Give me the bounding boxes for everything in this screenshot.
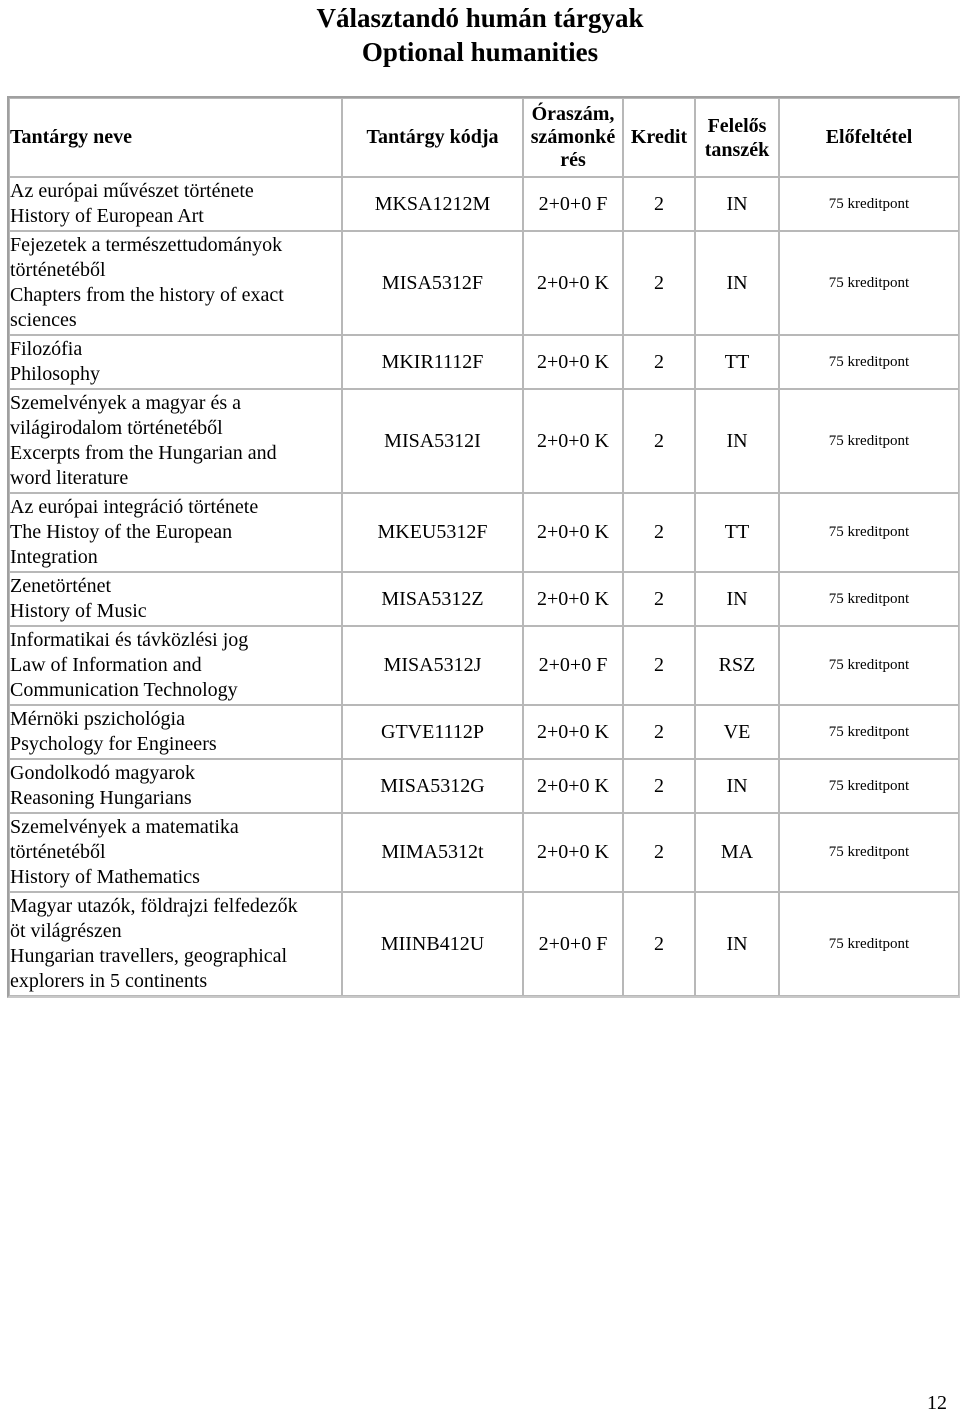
department-cell: TT <box>695 335 779 389</box>
prerequisite-cell: 75 kreditpont <box>779 177 959 231</box>
course-name-line: Szemelvények a matematika <box>10 816 239 838</box>
department-cell: RSZ <box>695 626 779 705</box>
course-code-cell: MKIR1112F <box>342 335 523 389</box>
prerequisite-cell: 75 kreditpont <box>779 759 959 813</box>
table-row <box>9 626 959 705</box>
header-course-name: Tantárgy neve <box>9 98 342 177</box>
page-title-hungarian: Választandó humán tárgyak <box>316 3 644 33</box>
course-name-line: Excerpts from the Hungarian and <box>10 442 277 464</box>
table-row <box>9 335 959 389</box>
department-cell: IN <box>695 892 779 996</box>
course-code-cell: MISA5312I <box>342 389 523 493</box>
table-header-row <box>9 98 959 177</box>
department-cell: IN <box>695 572 779 626</box>
course-name-line: Psychology for Engineers <box>10 733 217 755</box>
department-cell: TT <box>695 493 779 572</box>
course-name-line: Az európai integráció története <box>10 496 259 518</box>
course-code-cell: MISA5312F <box>342 231 523 335</box>
course-name-line: Informatikai és távközlési jog <box>10 629 249 651</box>
department-cell: MA <box>695 813 779 892</box>
prerequisite-cell: 75 kreditpont <box>779 335 959 389</box>
course-name-line: Law of Information and <box>10 654 202 676</box>
header-hours-line: rés <box>560 149 586 171</box>
hours-assessment-cell: 2+0+0 K <box>523 572 623 626</box>
course-name-line: Hungarian travellers, geographical <box>10 945 288 967</box>
page-title-english: Optional humanities <box>361 37 599 67</box>
course-name-cell <box>9 177 342 231</box>
course-code-cell: MKEU5312F <box>342 493 523 572</box>
prerequisite-cell: 75 kreditpont <box>779 572 959 626</box>
header-course-code: Tantárgy kódja <box>342 98 523 177</box>
header-dept-line: tanszék <box>704 138 770 161</box>
prerequisite-cell: 75 kreditpont <box>779 626 959 705</box>
department-cell: IN <box>695 389 779 493</box>
prerequisite-cell: 75 kreditpont <box>779 813 959 892</box>
course-name-line: The Histoy of the European <box>10 521 233 543</box>
header-prerequisite: Előfeltétel <box>779 98 959 177</box>
course-name-cell <box>9 813 342 892</box>
credit-cell: 2 <box>623 572 695 626</box>
header-hours-line: Óraszám, <box>531 103 615 125</box>
hours-assessment-cell: 2+0+0 K <box>523 705 623 759</box>
course-name-cell <box>9 759 342 813</box>
hours-assessment-cell: 2+0+0 F <box>523 177 623 231</box>
course-name-line: Szemelvények a magyar és a <box>10 392 242 414</box>
hours-assessment-cell: 2+0+0 F <box>523 626 623 705</box>
course-name-cell <box>9 389 342 493</box>
table-row <box>9 177 959 231</box>
course-name-line: Mérnöki pszichológia <box>10 708 185 730</box>
course-name-line: Magyar utazók, földrajzi felfedezők <box>10 895 298 917</box>
hours-assessment-cell: 2+0+0 K <box>523 813 623 892</box>
course-name-line: történetéből <box>10 259 106 281</box>
credit-cell: 2 <box>623 389 695 493</box>
department-cell: IN <box>695 759 779 813</box>
course-code-cell: MIINB412U <box>342 892 523 996</box>
course-code-cell: MISA5312Z <box>342 572 523 626</box>
course-code-cell: MISA5312J <box>342 626 523 705</box>
hours-assessment-cell: 2+0+0 K <box>523 493 623 572</box>
course-name-line: Az európai művészet története <box>10 180 254 202</box>
course-code-cell: MIMA5312t <box>342 813 523 892</box>
course-name-line: word literature <box>10 467 129 489</box>
hours-assessment-cell: 2+0+0 K <box>523 231 623 335</box>
table-row <box>9 572 959 626</box>
prerequisite-cell: 75 kreditpont <box>779 705 959 759</box>
course-code-cell: MISA5312G <box>342 759 523 813</box>
hours-assessment-cell: 2+0+0 K <box>523 335 623 389</box>
header-responsible-department <box>695 98 779 177</box>
course-name-line: History of Mathematics <box>10 866 200 888</box>
course-name-line: öt világrészen <box>10 920 122 942</box>
course-name-line: Philosophy <box>10 363 101 385</box>
table-row <box>9 493 959 572</box>
hours-assessment-cell: 2+0+0 K <box>523 389 623 493</box>
header-hours-assessment <box>523 98 623 177</box>
header-credit: Kredit <box>623 98 695 177</box>
table-row <box>9 892 959 996</box>
table-row <box>9 231 959 335</box>
credit-cell: 2 <box>623 626 695 705</box>
credit-cell: 2 <box>623 335 695 389</box>
table-row <box>9 813 959 892</box>
department-cell: IN <box>695 177 779 231</box>
department-cell: VE <box>695 705 779 759</box>
course-name-cell <box>9 335 342 389</box>
course-name-line: Gondolkodó magyarok <box>10 762 195 784</box>
course-name-cell <box>9 493 342 572</box>
hours-assessment-cell: 2+0+0 F <box>523 892 623 996</box>
credit-cell: 2 <box>623 892 695 996</box>
course-name-cell <box>9 705 342 759</box>
department-cell: IN <box>695 231 779 335</box>
course-name-cell <box>9 626 342 705</box>
credit-cell: 2 <box>623 813 695 892</box>
course-name-line: Filozófia <box>10 338 83 360</box>
course-name-line: Chapters from the history of exact <box>10 284 284 306</box>
course-code-cell: MKSA1212M <box>342 177 523 231</box>
page-number: 12 <box>927 1392 947 1414</box>
course-name-cell <box>9 231 342 335</box>
credit-cell: 2 <box>623 705 695 759</box>
hours-assessment-cell: 2+0+0 K <box>523 759 623 813</box>
course-name-line: Communication Technology <box>10 679 238 701</box>
course-name-line: Fejezetek a természettudományok <box>10 234 283 256</box>
header-dept-line: Felelős <box>707 114 767 137</box>
course-name-line: explorers in 5 continents <box>10 970 208 992</box>
prerequisite-cell: 75 kreditpont <box>779 493 959 572</box>
credit-cell: 2 <box>623 231 695 335</box>
course-name-cell <box>9 572 342 626</box>
credit-cell: 2 <box>623 177 695 231</box>
prerequisite-cell: 75 kreditpont <box>779 892 959 996</box>
prerequisite-cell: 75 kreditpont <box>779 231 959 335</box>
credit-cell: 2 <box>623 759 695 813</box>
table-row <box>9 389 959 493</box>
course-name-line: History of Music <box>10 600 147 622</box>
course-name-line: History of European Art <box>10 205 204 227</box>
course-name-line: sciences <box>10 309 77 331</box>
course-table <box>7 96 960 998</box>
course-name-line: Reasoning Hungarians <box>10 787 192 809</box>
course-name-cell <box>9 892 342 996</box>
credit-cell: 2 <box>623 493 695 572</box>
table-row <box>9 705 959 759</box>
course-name-line: világirodalom történetéből <box>10 417 223 439</box>
header-hours-line: számonké <box>530 126 616 148</box>
course-name-line: Zenetörténet <box>10 575 112 597</box>
prerequisite-cell: 75 kreditpont <box>779 389 959 493</box>
course-name-line: történetéből <box>10 841 106 863</box>
table-row <box>9 759 959 813</box>
course-code-cell: GTVE1112P <box>342 705 523 759</box>
course-name-line: Integration <box>10 546 98 568</box>
